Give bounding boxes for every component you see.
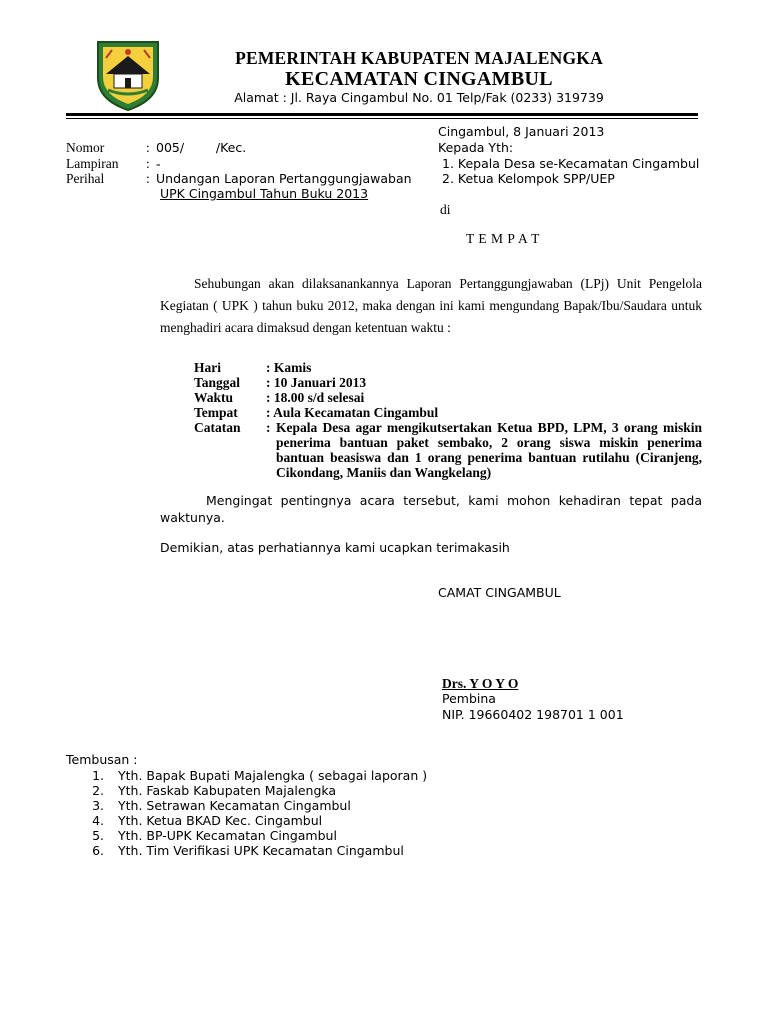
perihal-colon: : — [146, 171, 150, 186]
detail-tempat-label: Tempat — [194, 405, 238, 420]
detail-tempat-value: : Aula Kecamatan Cingambul — [266, 405, 439, 420]
recipient-di: di — [440, 202, 451, 217]
recipient-item: 1. Kepala Desa se-Kecamatan Cingambul — [442, 156, 700, 171]
letter-date: Cingambul, 8 Januari 2013 — [438, 124, 605, 139]
tembusan-item: Yth. Tim Verifikasi UPK Kecamatan Cingambul — [118, 843, 404, 858]
perihal-value: Undangan Laporan Pertanggungjawaban — [156, 171, 412, 186]
tembusan-number: 6. — [92, 843, 104, 858]
tembusan-number: 1. — [92, 768, 104, 783]
regency-coat-of-arms-icon — [94, 38, 162, 112]
signature-nip: NIP. 19660402 198701 1 001 — [442, 707, 624, 722]
closing-paragraph: Mengingat pentingnya acara tersebut, kami mohon kehadiran tepat pada waktunya. — [160, 493, 702, 525]
signature-title: CAMAT CINGAMBUL — [438, 585, 561, 600]
detail-hari-value: : Kamis — [266, 360, 312, 375]
tembusan-item: Yth. Bapak Bupati Majalengka ( sebagai laporan ) — [118, 768, 428, 783]
recipient-heading: Kepada Yth: — [438, 140, 514, 155]
signature-rank: Pembina — [442, 691, 496, 706]
tembusan-item: Yth. Faskab Kabupaten Majalengka — [118, 783, 337, 798]
recipient-item: 2. Ketua Kelompok SPP/UEP — [442, 171, 615, 186]
tembusan-heading: Tembusan : — [66, 752, 138, 767]
detail-catatan-colon: : — [266, 420, 271, 435]
detail-tanggal-value: : 10 Januari 2013 — [266, 375, 367, 390]
detail-catatan-label: Catatan — [194, 420, 241, 435]
detail-waktu-value: : 18.00 s/d selesai — [266, 390, 365, 405]
perihal-label: Perihal — [66, 171, 105, 186]
lampiran-value: - — [156, 156, 161, 171]
letterhead-rule-thick — [66, 113, 698, 116]
perihal-value-line2: UPK Cingambul Tahun Buku 2013 — [160, 186, 369, 201]
detail-waktu-label: Waktu — [194, 390, 234, 405]
recipient-tempat: T E M P A T — [466, 231, 540, 246]
nomor-value: 005/ /Kec. — [156, 140, 247, 155]
nomor-colon: : — [146, 140, 150, 155]
lampiran-colon: : — [146, 156, 150, 171]
letterhead-rule-thin — [66, 118, 698, 119]
tembusan-number: 3. — [92, 798, 104, 813]
tembusan-number: 4. — [92, 813, 104, 828]
tembusan-item: Yth. BP-UPK Kecamatan Cingambul — [118, 828, 337, 843]
nomor-label: Nomor — [66, 140, 105, 155]
tembusan-item: Yth. Ketua BKAD Kec. Cingambul — [118, 813, 323, 828]
letterhead-government: PEMERINTAH KABUPATEN MAJALENGKA — [235, 48, 603, 68]
tembusan-item: Yth. Setrawan Kecamatan Cingambul — [118, 798, 351, 813]
closing-thanks: Demikian, atas perhatiannya kami ucapkan terimakasih — [160, 540, 510, 555]
signature-name: Drs. Y O Y O — [442, 676, 519, 691]
lampiran-label: Lampiran — [66, 156, 119, 171]
opening-paragraph: Sehubungan akan dilaksanankannya Laporan Pertanggungjawaban (LPj) Unit Pengelola Kegiatan ( UPK ) tahun buku 2012, maka dengan ini kami mengundang Bapak/Ibu/Saudara untuk menghadiri acara dimaksud dengan ketentuan waktu : — [160, 276, 702, 335]
tembusan-number: 5. — [92, 828, 104, 843]
tembusan-number: 2. — [92, 783, 104, 798]
letterhead-district: KECAMATAN CINGAMBUL — [285, 68, 553, 90]
detail-catatan-value: Kepala Desa agar mengikutsertakan Ketua BPD, LPM, 3 orang miskin penerima bantuan paket sembako, 2 orang siswa miskin penerima bantuan beasiswa dan 1 orang penerima bantuan rutilahu (Ciranjeng, Cikondang, Maniis dan Wangkelang) — [276, 420, 702, 480]
letterhead-address: Alamat : Jl. Raya Cingambul No. 01 Telp/Fak (0233) 319739 — [234, 90, 604, 105]
detail-hari-label: Hari — [194, 360, 221, 375]
detail-tanggal-label: Tanggal — [194, 375, 241, 390]
